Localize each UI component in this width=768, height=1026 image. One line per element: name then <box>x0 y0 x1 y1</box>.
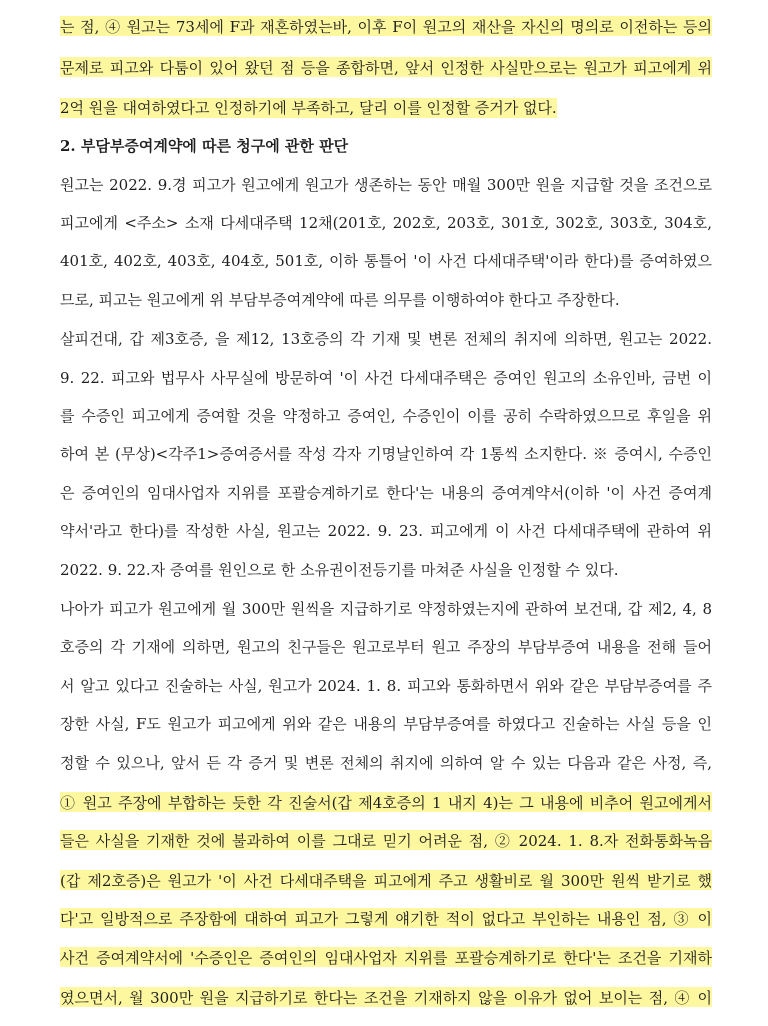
text-line <box>60 483 712 503</box>
highlighted-text-line <box>60 987 712 1007</box>
highlighted-text-line <box>60 16 712 36</box>
line-text: 피고에게 <주소> 소재 다세대주택 12채(201호, 202호, 203호, 301호, 302호, 303호, 304호, <box>60 214 712 232</box>
text-line <box>60 368 712 388</box>
text-line <box>60 753 712 773</box>
text-line <box>60 290 712 310</box>
line-text: 문제로 피고와 다툼이 있어 왔던 점 등을 종합하면, 앞서 인정한 사실만으로는 원고가 피고에게 위 <box>60 59 712 77</box>
highlighted-text-line <box>60 908 712 928</box>
text-line <box>60 406 712 426</box>
text-line <box>60 714 712 734</box>
line-text: 약서'라고 한다)를 작성한 사실, 원고는 2022. 9. 23. 피고에게 이 사건 다세대주택에 관하여 위 <box>60 522 712 540</box>
highlighted-text-line <box>60 98 712 118</box>
line-text: 하여 본 (무상)<각주1>증여증서를 작성 각자 기명날인하여 각 1통씩 소지한다. ※ 증여시, 수증인 <box>60 445 712 463</box>
line-text: 나아가 피고가 원고에게 월 300만 원씩을 지급하기로 약정하였는지에 관하여 보건대, 갑 제2, 4, 8 <box>60 600 712 618</box>
text-line <box>60 676 712 696</box>
text-line <box>60 251 712 271</box>
text-line <box>60 521 712 541</box>
line-text: 정할 수 있으나, 앞서 든 각 증거 및 변론 전체의 취지에 의하여 알 수 있는 다음과 같은 사정, 즉, <box>60 754 712 772</box>
line-text: 2. 부담부증여계약에 따른 청구에 관한 판단 <box>60 137 349 155</box>
line-text: ① 원고 주장에 부합하는 듯한 각 진술서(갑 제4호증의 1 내지 4)는 그 내용에 비추어 원고에게서 <box>60 794 712 812</box>
highlighted-text-line <box>60 57 712 77</box>
highlighted-text-line <box>60 830 712 850</box>
line-text: 9. 22. 피고와 법무사 사무실에 방문하여 '이 사건 다세대주택은 증여인 원고의 소유인바, 금번 이 <box>60 369 712 387</box>
line-text: 는 점, ④ 원고는 73세에 F과 재혼하였는바, 이후 F이 원고의 재산을 자신의 명의로 이전하는 등의 <box>60 18 712 36</box>
line-text: 다'고 일방적으로 주장함에 대하여 피고가 그렇게 얘기한 적이 없다고 부인하는 내용인 점, ③ 이 <box>60 910 712 928</box>
line-text: 2022. 9. 22.자 증여를 원인으로 한 소유권이전등기를 마쳐준 사실을 인정할 수 있다. <box>60 561 619 579</box>
line-text: 원고는 2022. 9.경 피고가 원고에게 원고가 생존하는 동안 매월 300만 원을 지급할 것을 조건으로 <box>60 176 712 194</box>
highlighted-text-line <box>60 792 712 812</box>
line-text: 들은 사실을 기재한 것에 불과하여 이를 그대로 믿기 어려운 점, ② 2024. 1. 8.자 전화통화녹음 <box>60 832 712 850</box>
line-text: 를 수증인 피고에게 증여할 것을 약정하고 증여인, 수증인이 이를 공히 수락하였으므로 후일을 위 <box>60 407 712 425</box>
line-text: 은 증여인의 임대사업자 지위를 포괄승계하기로 한다'는 내용의 증여계약서(이하 '이 사건 증여계 <box>60 484 712 502</box>
highlighted-text-line <box>60 947 712 967</box>
text-line <box>60 175 712 195</box>
line-text: 살피건대, 갑 제3호증, 을 제12, 13호증의 각 기재 및 변론 전체의 취지에 의하면, 원고는 2022. <box>60 330 712 348</box>
text-line <box>60 329 712 349</box>
line-text: 사건 증여계약서에 '수증인은 증여인의 임대사업자 지위를 포괄승계하기로 한다'는 조건을 기재하 <box>60 949 712 967</box>
text-line <box>60 560 712 580</box>
text-line <box>60 599 712 619</box>
line-text: 2억 원을 대여하였다고 인정하기에 부족하고, 달리 이를 인정할 증거가 없다. <box>60 99 557 117</box>
line-text: 서 알고 있다고 진술하는 사실, 원고가 2024. 1. 8. 피고와 통화하면서 위와 같은 부담부증여를 주 <box>60 677 712 695</box>
highlighted-text-line <box>60 870 712 890</box>
section-heading <box>60 136 712 156</box>
line-text: 였으면서, 월 300만 원을 지급하기로 한다는 조건을 기재하지 않을 이유가 없어 보이는 점, ④ 이 <box>60 989 712 1007</box>
line-text: 장한 사실, F도 원고가 피고에게 위와 같은 내용의 부담부증여를 하였다고 진술하는 사실 등을 인 <box>60 715 712 733</box>
line-text: 므로, 피고는 원고에게 위 부담부증여계약에 따른 의무를 이행하여야 한다고 주장한다. <box>60 291 620 309</box>
text-line <box>60 444 712 464</box>
line-text: 401호, 402호, 403호, 404호, 501호, 이하 통틀어 '이 사건 다세대주택'이라 한다)를 증여하였으 <box>60 252 712 270</box>
text-line <box>60 213 712 233</box>
line-text: (갑 제2호증)은 원고가 '이 사건 다세대주택을 피고에게 주고 생활비로 월 300만 원씩 받기로 했 <box>60 872 712 890</box>
text-line <box>60 637 712 657</box>
line-text: 호증의 각 기재에 의하면, 원고의 친구들은 원고로부터 원고 주장의 부담부증여 내용을 전해 들어 <box>60 638 712 656</box>
